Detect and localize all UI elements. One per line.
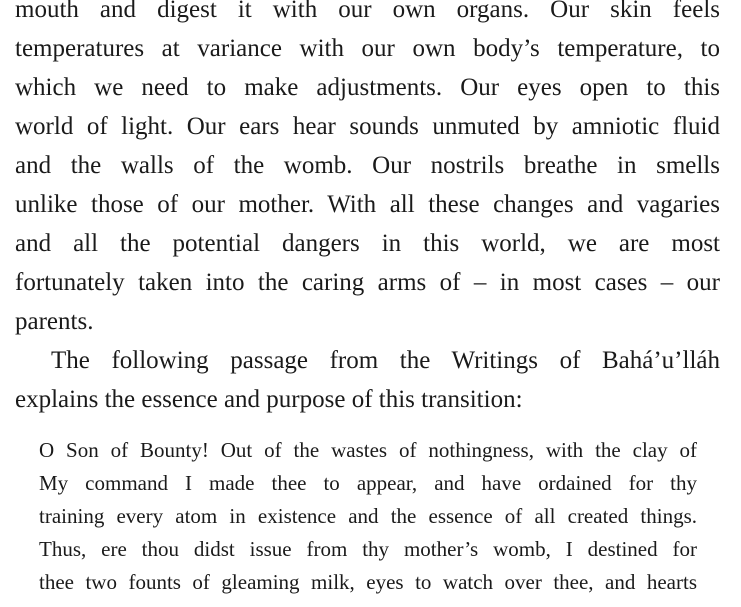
text-line: world of light. Our ears hear sounds unmuted by amniotic fluid [15, 113, 720, 140]
quote-line: O Son of Bounty! Out of the wastes of nothingness, with the clay of [39, 438, 697, 462]
quote-line: training every atom in existence and the essence of all created things. [39, 504, 697, 528]
text-line: and all the potential dangers in this world, we are most [15, 230, 720, 257]
quote-line: My command I made thee to appear, and have ordained for thy [39, 471, 697, 495]
text-line: explains the essence and purpose of this transition: [15, 386, 523, 413]
text-line: mouth and digest it with our own organs. Our skin feels [15, 0, 720, 23]
body-paragraph-1 [15, 0, 720, 341]
text-line: The following passage from the Writings of Bahá’u’lláh [51, 347, 720, 374]
quote-line: thee two founts of gleaming milk, eyes to watch over thee, and hearts [39, 570, 697, 594]
text-line: and the walls of the womb. Our nostrils breathe in smells [15, 152, 720, 179]
text-line: unlike those of our mother. With all these changes and vagaries [15, 191, 720, 218]
document-page [15, 0, 720, 594]
text-line: temperatures at variance with our own body’s temperature, to [15, 35, 720, 62]
quote-line: Thus, ere thou didst issue from thy mother’s womb, I destined for [39, 537, 697, 561]
text-line: which we need to make adjustments. Our eyes open to this [15, 74, 720, 101]
text-line: fortunately taken into the caring arms of – in most cases – our [15, 269, 720, 296]
body-paragraph-2 [15, 341, 720, 419]
block-quote [39, 434, 697, 599]
text-line: parents. [15, 308, 94, 335]
